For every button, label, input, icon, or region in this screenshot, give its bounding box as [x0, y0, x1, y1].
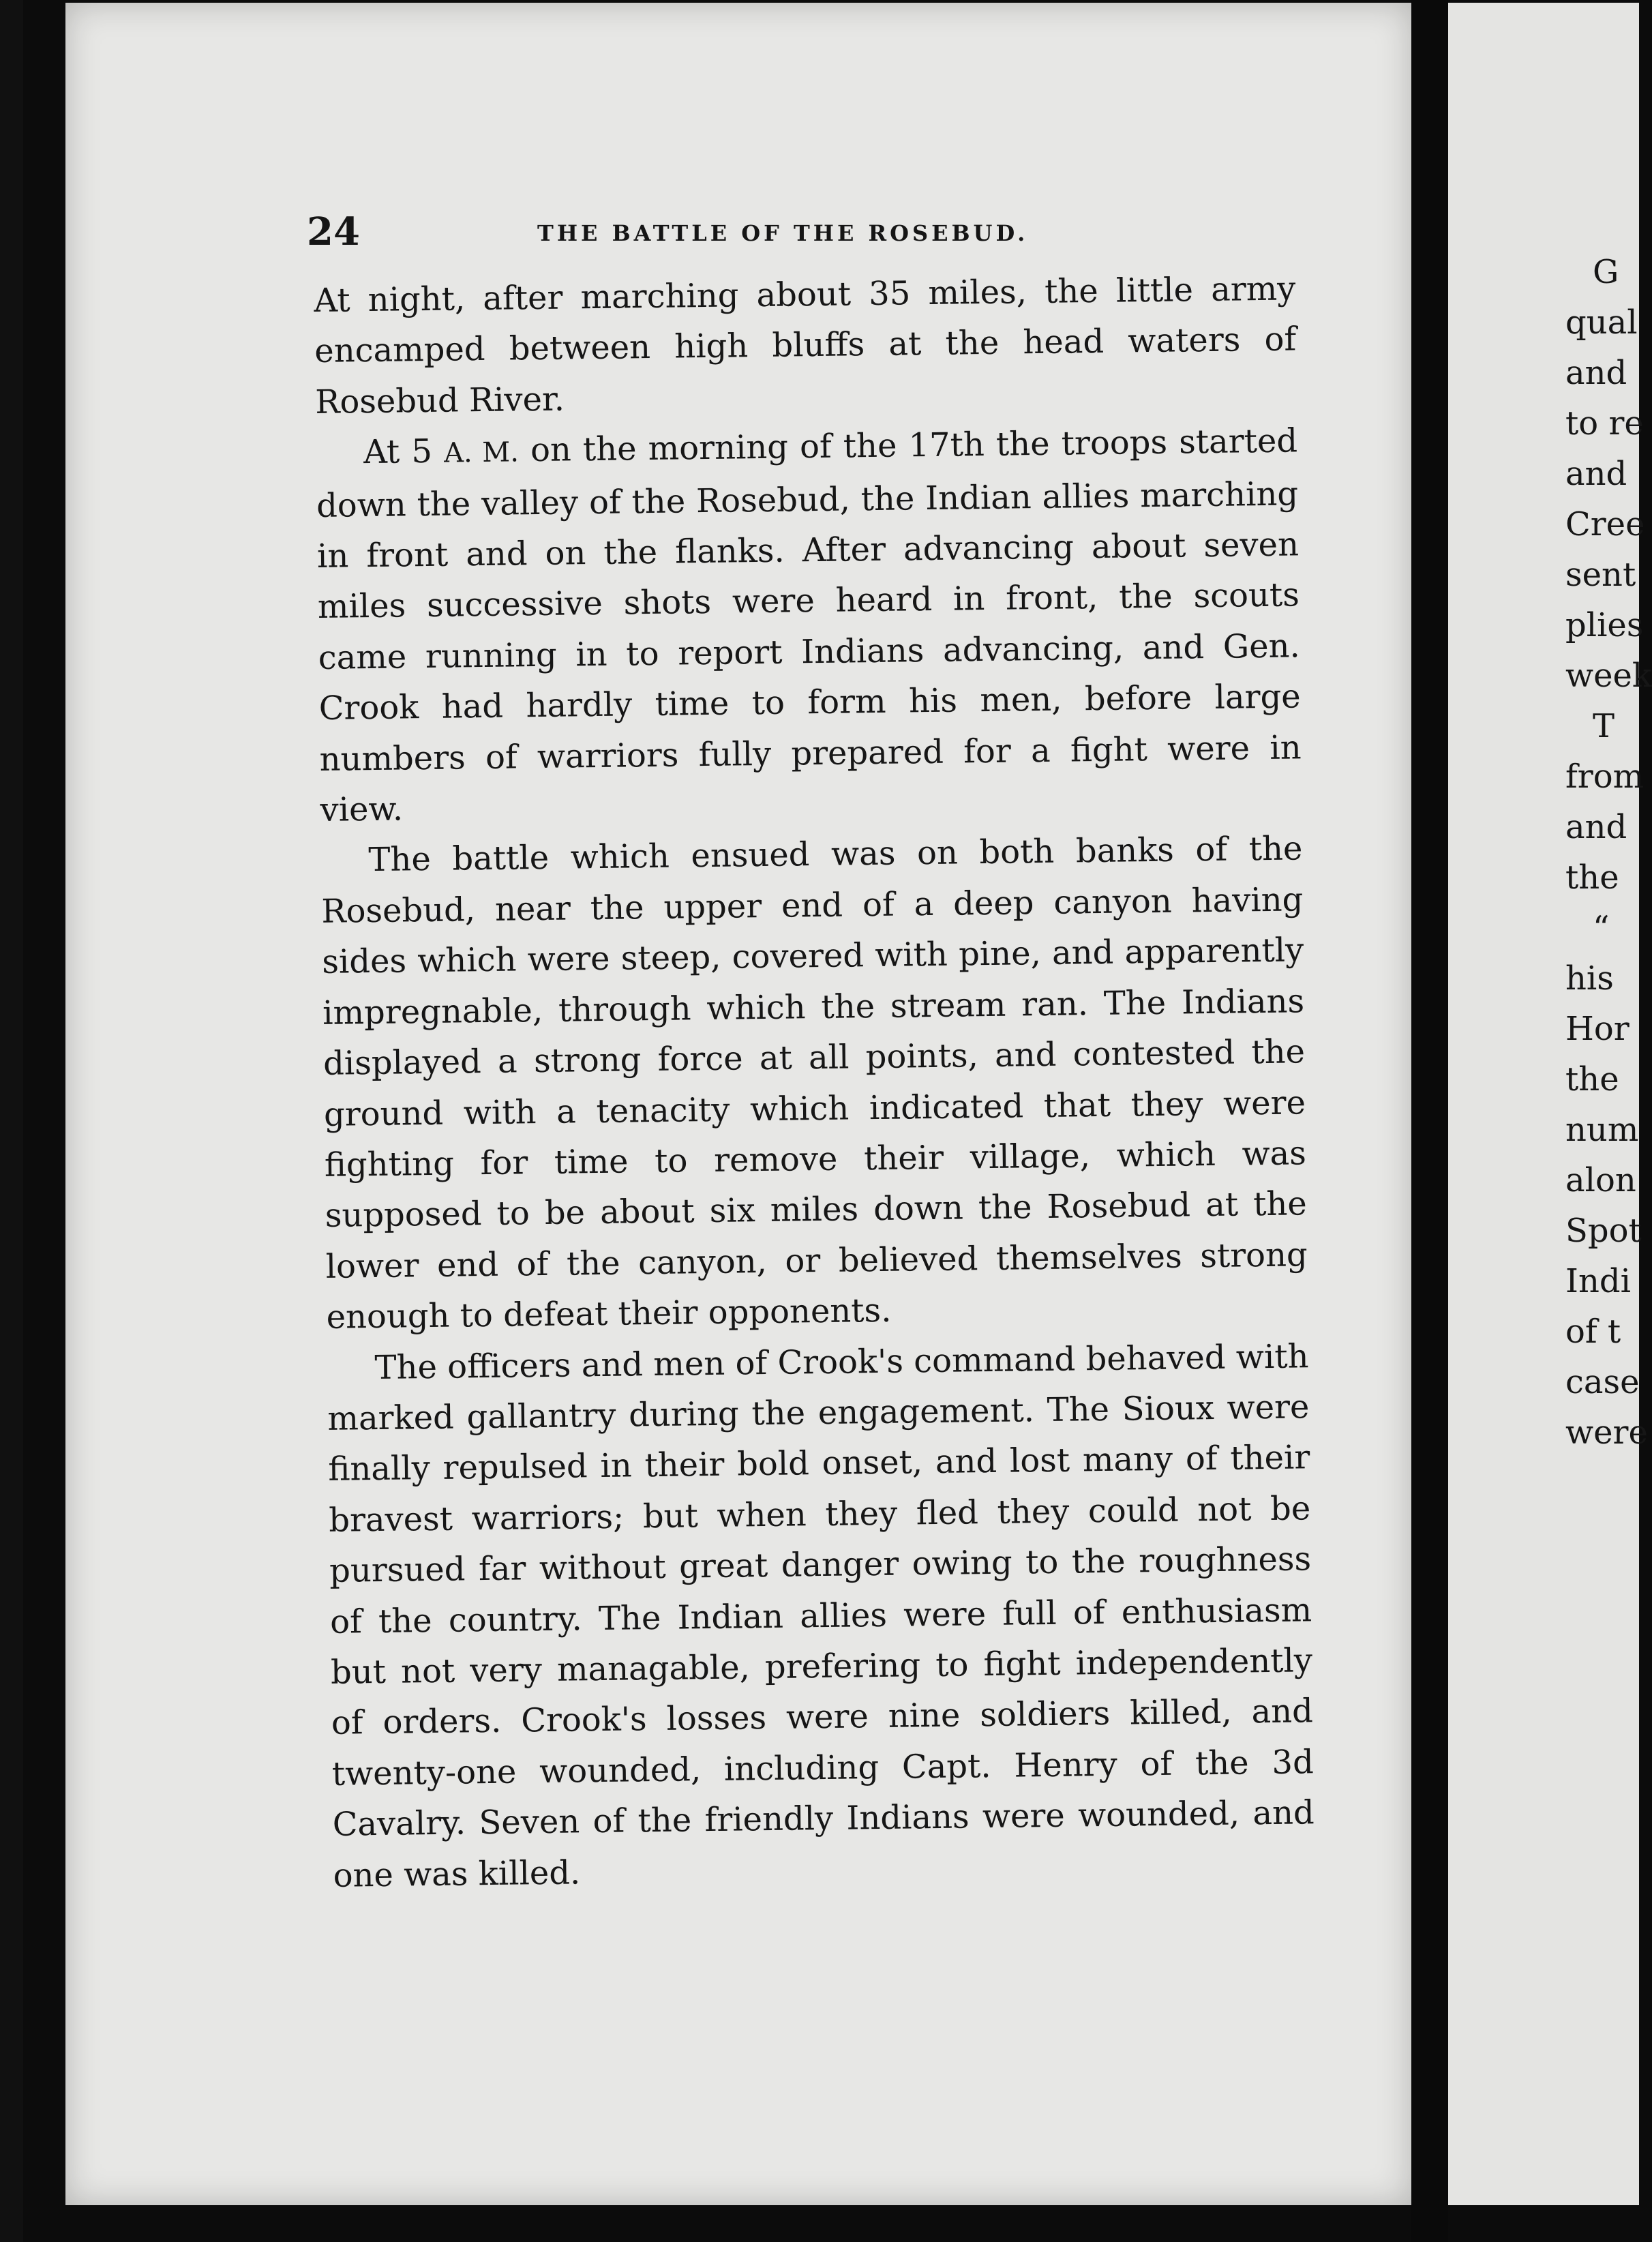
time-abbreviation: A. M. [443, 436, 520, 469]
page-body [314, 263, 1315, 1900]
facing-line: T [1593, 707, 1615, 745]
paragraph-2 [316, 416, 1302, 836]
facing-line: week [1565, 657, 1652, 695]
facing-line: his [1565, 959, 1614, 998]
facing-line: Spot [1565, 1212, 1642, 1250]
paragraph-4: The officers and men of Crook's command behaved with marked gallantry during the engagement. The Sioux were finally repulsed in their bold onset, and lost many of their bravest warriors; but when they fled they could not be pursued far without great danger owing to the roughness of the country. The Indian allies were full of enthusiasm but not very managable, prefering to fight independently of orders. Crook's losses were nine soldiers killed, and twenty-one wounded, including Capt. Henry of the 3d Cavalry. Seven of the friendly Indians were wounded, and one was killed. [327, 1336, 1315, 1895]
running-title: THE BATTLE OF THE ROSEBUD. [537, 220, 1029, 246]
running-head [307, 205, 1398, 259]
facing-line: “ [1593, 909, 1610, 947]
paragraph-2-rest: on the morning of the 17th the troops started down the valley of the Rosebud, the Indian allies marching in front and on the flanks. After advancing about seven miles successive shots were heard in front, the scouts came running in to report Indians advancing, and Gen. Crook had hardly time to form his men, before large numbers of warriors fully prepared for a fight were in view. [316, 421, 1302, 830]
facing-line: G [1593, 253, 1619, 291]
facing-line: plies [1565, 606, 1644, 644]
facing-line: from [1565, 758, 1645, 796]
facing-line: Indi [1565, 1262, 1631, 1300]
facing-line: alon [1565, 1161, 1636, 1199]
facing-line: Hor [1565, 1010, 1630, 1048]
facing-page-text [1565, 247, 1652, 1458]
facing-line: to re [1565, 404, 1644, 443]
facing-line: the [1565, 1060, 1619, 1098]
facing-line: Cree [1565, 505, 1645, 543]
facing-line: and [1565, 808, 1627, 846]
facing-line: qual [1565, 303, 1638, 342]
book-gutter [1411, 0, 1448, 2242]
paragraph-3: The battle which ensued was on both banks of the Rosebud, near the upper end of a deep canyon having sides which were steep, covered with pine, and apparently impregnable, through which the stream ran. The Indians displayed a strong force at all points, and contested the ground with a tenacity which indicated that they were fighting for time to remove their village, which was supposed to be about six miles down the Rosebud at the lower end of the canyon, or believed themselves strong enough to defeat their opponents. [321, 829, 1308, 1337]
paragraph-2-lead: At 5 [363, 432, 445, 472]
facing-line: case [1565, 1363, 1640, 1401]
page-number: 24 [307, 209, 360, 254]
paragraph-1: At night, after marching about 35 miles, the little army encamped between high bluffs at the head waters of Rosebud River. [314, 269, 1297, 421]
facing-line: and [1565, 354, 1627, 392]
facing-line: were [1565, 1414, 1648, 1452]
facing-line: num [1565, 1111, 1639, 1149]
scan-left-edge [0, 0, 23, 2242]
facing-line: the [1565, 858, 1619, 897]
facing-line: and [1565, 455, 1627, 493]
facing-line: of t [1565, 1313, 1621, 1351]
facing-line: sent [1565, 556, 1636, 594]
